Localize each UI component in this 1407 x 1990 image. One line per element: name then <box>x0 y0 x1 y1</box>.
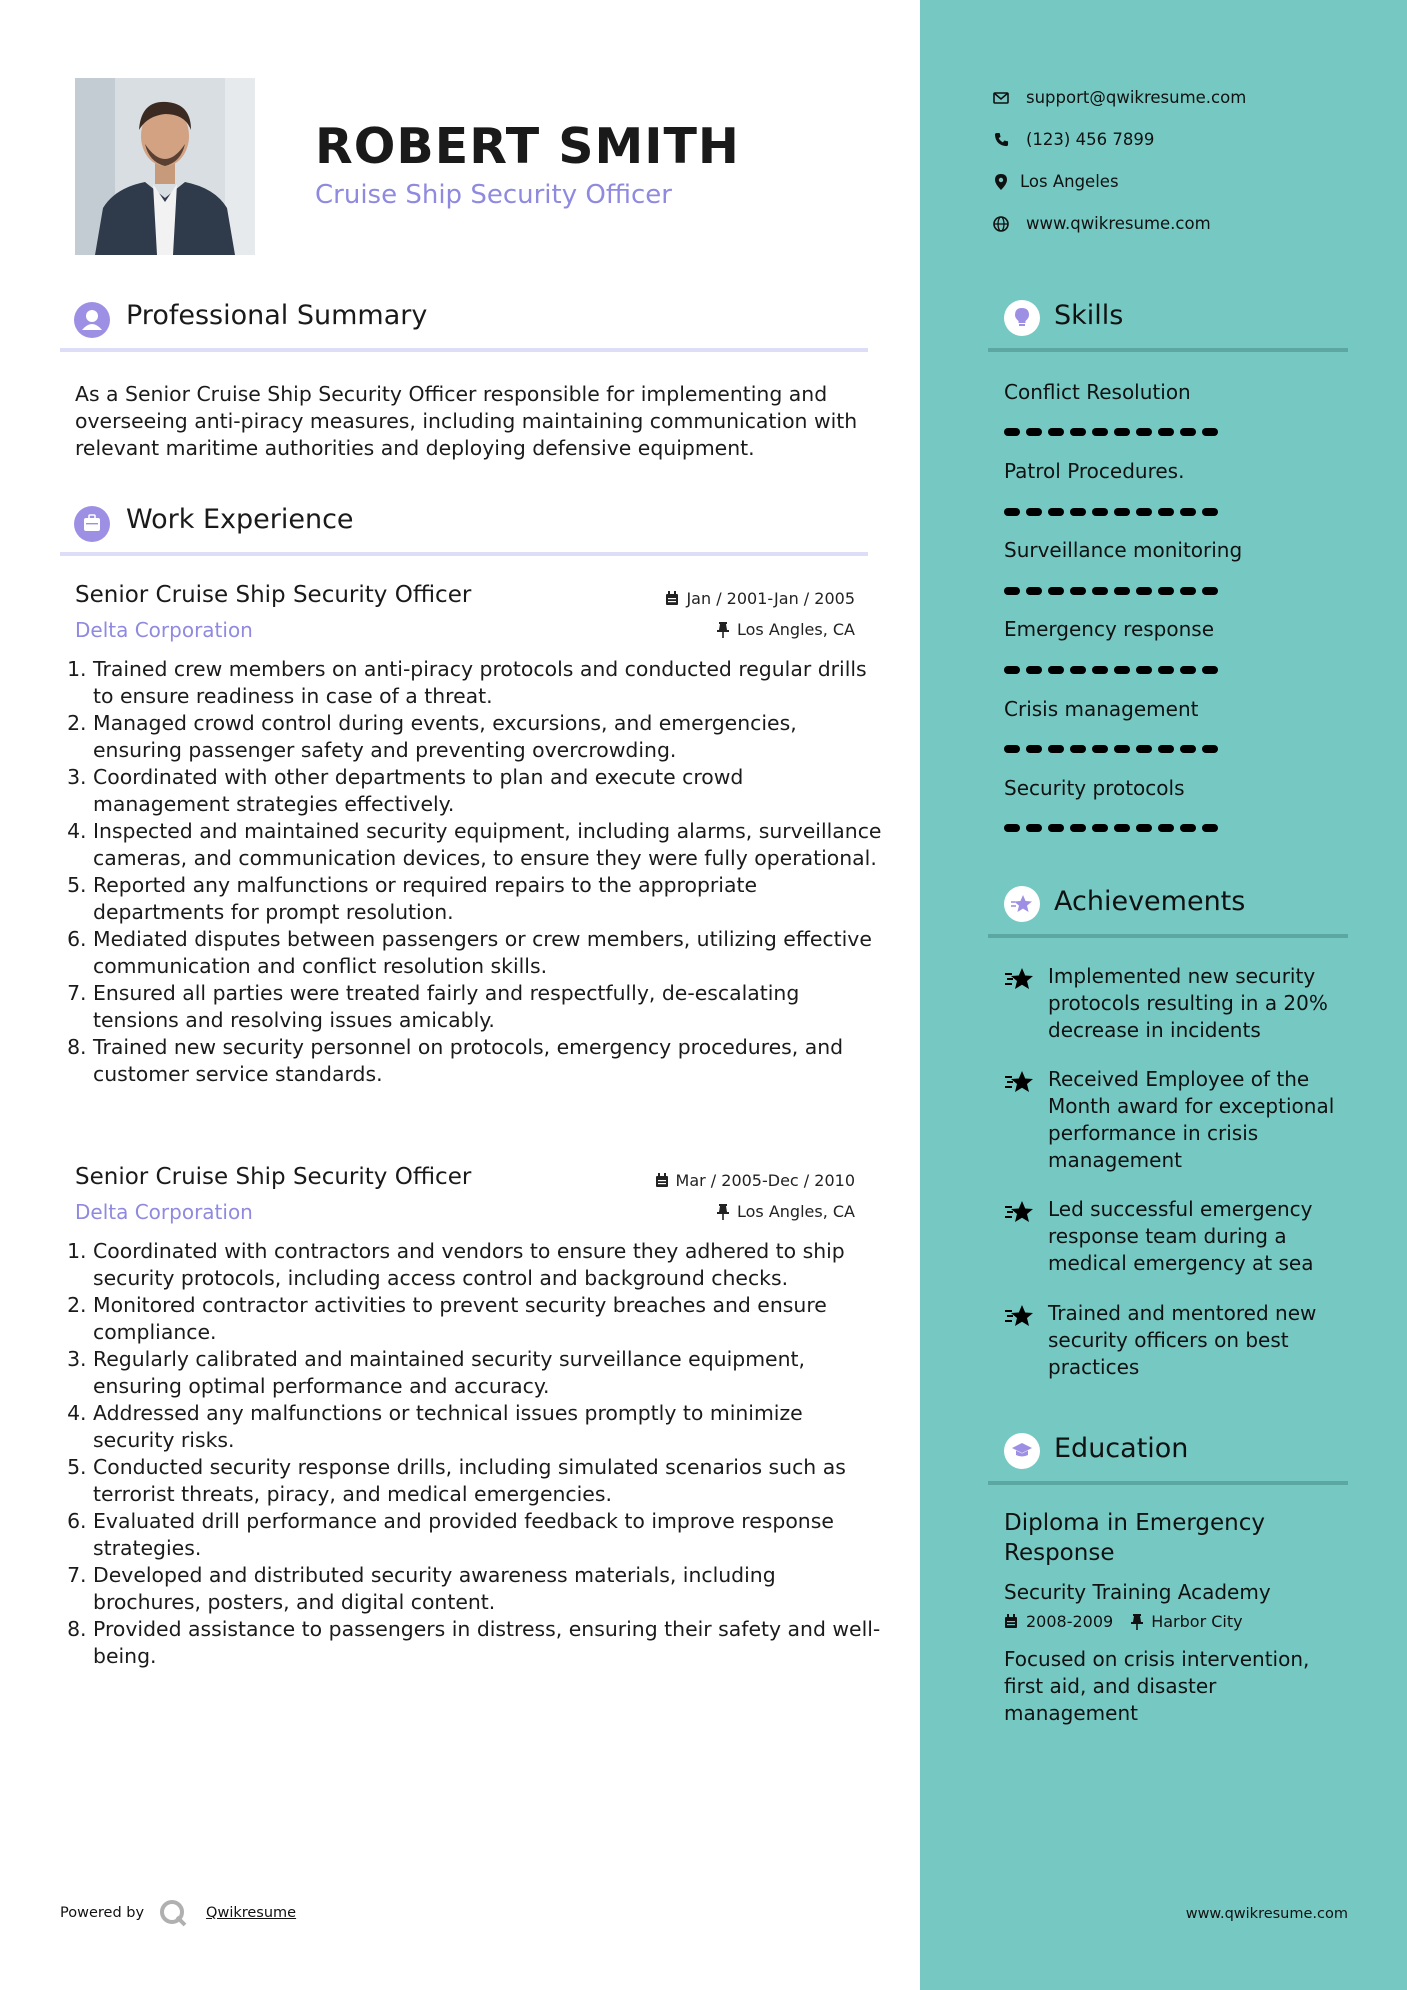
rating-dot <box>1092 428 1108 436</box>
education-school: Security Training Academy <box>1004 1580 1271 1604</box>
profile-photo <box>75 78 255 255</box>
rating-dot <box>1114 666 1130 674</box>
job-company: Delta Corporation <box>75 1200 253 1224</box>
summary-section-header <box>60 300 868 344</box>
rating-dot <box>1004 428 1020 436</box>
skill-name: Crisis management <box>1004 697 1199 721</box>
pin-icon <box>1131 1614 1143 1630</box>
rating-dot <box>1158 587 1174 595</box>
rating-dot <box>1004 508 1020 516</box>
education-heading: Education <box>1054 1433 1189 1464</box>
skill-name: Patrol Procedures. <box>1004 459 1185 483</box>
list-item: 6. Mediated disputes between passengers or crew members, utilizing effective communication and conflict resolution skills. <box>93 926 883 980</box>
graduation-cap-icon <box>1004 1433 1040 1469</box>
divider <box>988 934 1348 938</box>
list-item: 8. Provided assistance to passengers in distress, ensuring their safety and well-being. <box>93 1616 883 1670</box>
rating-dot <box>1202 587 1218 595</box>
rating-dot <box>1048 824 1064 832</box>
rating-dot <box>1026 666 1042 674</box>
rating-dot <box>1048 587 1064 595</box>
rating-dot <box>1158 428 1174 436</box>
star-icon <box>1004 886 1040 922</box>
divider <box>988 348 1348 352</box>
star-icon <box>1004 1198 1036 1226</box>
rating-dot <box>1070 508 1086 516</box>
user-icon <box>74 302 110 338</box>
contact-phone-text[interactable]: (123) 456 7899 <box>1026 130 1155 149</box>
job-date-text: Mar / 2005-Dec / 2010 <box>675 1171 855 1190</box>
rating-dot <box>1114 745 1130 753</box>
rating-dot <box>1114 587 1130 595</box>
summary-heading: Professional Summary <box>126 300 428 331</box>
calendar-icon <box>665 591 679 606</box>
powered-by <box>60 1898 296 1928</box>
job-role: Senior Cruise Ship Security Officer <box>75 582 472 608</box>
envelope-icon <box>993 92 1009 104</box>
rating-dot <box>1158 745 1174 753</box>
list-item: 3. Coordinated with other departments to plan and execute crowd management strategies effectively. <box>93 764 883 818</box>
pin-icon <box>717 622 729 638</box>
contact-website[interactable] <box>990 214 1211 233</box>
education-location: Harbor City <box>1151 1612 1243 1631</box>
job-date <box>665 589 855 608</box>
education-years: 2008-2009 <box>1026 1612 1114 1631</box>
list-item: 8. Trained new security personnel on protocols, emergency procedures, and customer service standards. <box>93 1034 883 1088</box>
rating-dot <box>1136 745 1152 753</box>
phone-icon <box>994 132 1009 147</box>
briefcase-icon <box>74 506 110 542</box>
contact-email-text[interactable]: support@qwikresume.com <box>1026 88 1247 107</box>
skills-section-header <box>988 300 1348 344</box>
list-item: 4. Addressed any malfunctions or technical issues promptly to minimize security risks. <box>93 1400 883 1454</box>
divider <box>988 1481 1348 1485</box>
contact-website-text[interactable]: www.qwikresume.com <box>1026 214 1211 233</box>
rating-dot <box>1202 428 1218 436</box>
skill-rating <box>1004 745 1218 753</box>
rating-dot <box>1202 824 1218 832</box>
rating-dot <box>1004 587 1020 595</box>
skill-name: Emergency response <box>1004 617 1214 641</box>
rating-dot <box>1092 587 1108 595</box>
job-duties-list <box>75 1238 883 1670</box>
rating-dot <box>1026 508 1042 516</box>
pin-icon <box>717 1204 729 1220</box>
work-heading: Work Experience <box>126 504 354 535</box>
rating-dot <box>1092 745 1108 753</box>
divider <box>60 348 868 352</box>
job-location-text: Los Angles, CA <box>737 620 855 639</box>
job-company: Delta Corporation <box>75 618 253 642</box>
list-item: 1. Trained crew members on anti-piracy protocols and conducted regular drills to ensure readiness in case of a threat. <box>93 656 883 710</box>
contact-location <box>990 172 1119 191</box>
rating-dot <box>1202 508 1218 516</box>
rating-dot <box>1026 587 1042 595</box>
list-item: 3. Regularly calibrated and maintained security surveillance equipment, ensuring optimal performance and accuracy. <box>93 1346 883 1400</box>
globe-icon <box>993 216 1009 232</box>
rating-dot <box>1026 824 1042 832</box>
job-date <box>655 1171 855 1190</box>
contact-phone[interactable] <box>990 130 1154 149</box>
rating-dot <box>1092 824 1108 832</box>
rating-dot <box>1202 666 1218 674</box>
rating-dot <box>1092 666 1108 674</box>
job-location-text: Los Angles, CA <box>737 1202 855 1221</box>
rating-dot <box>1070 587 1086 595</box>
achievement-text: Trained and mentored new security officers on best practices <box>1048 1301 1317 1379</box>
candidate-title: Cruise Ship Security Officer <box>315 180 672 210</box>
rating-dot <box>1048 508 1064 516</box>
education-description: Focused on crisis intervention, first aid, and disaster management <box>1004 1647 1310 1725</box>
list-item: 5. Conducted security response drills, including simulated scenarios such as terrorist threats, piracy, and medical emergencies. <box>93 1454 883 1508</box>
rating-dot <box>1114 508 1130 516</box>
rating-dot <box>1136 428 1152 436</box>
skill-name: Conflict Resolution <box>1004 380 1191 404</box>
skill-rating <box>1004 587 1218 595</box>
list-item: 5. Reported any malfunctions or required repairs to the appropriate departments for prompt resolution. <box>93 872 883 926</box>
skill-rating <box>1004 428 1218 436</box>
rating-dot <box>1070 824 1086 832</box>
job-date-text: Jan / 2001-Jan / 2005 <box>686 589 855 608</box>
footer-website[interactable]: www.qwikresume.com <box>1185 1906 1348 1922</box>
rating-dot <box>1048 428 1064 436</box>
star-icon <box>1004 965 1036 993</box>
achievement-text: Implemented new security protocols resulting in a 20% decrease in incidents <box>1048 964 1328 1042</box>
skill-name: Surveillance monitoring <box>1004 538 1243 562</box>
star-icon <box>1004 1068 1036 1096</box>
job-location <box>717 1202 855 1221</box>
divider <box>60 552 868 556</box>
qwikresume-logo-icon <box>158 1898 188 1928</box>
rating-dot <box>1136 824 1152 832</box>
rating-dot <box>1026 428 1042 436</box>
skill-rating <box>1004 824 1218 832</box>
rating-dot <box>1114 428 1130 436</box>
list-item: 6. Evaluated drill performance and provided feedback to improve response strategies. <box>93 1508 883 1562</box>
education-degree: Diploma in Emergency Response <box>1004 1510 1265 1566</box>
rating-dot <box>1180 745 1196 753</box>
achievements-heading: Achievements <box>1054 886 1246 917</box>
list-item: 2. Managed crowd control during events, excursions, and emergencies, ensuring passenger safety and preventing overcrowding. <box>93 710 883 764</box>
summary-text: As a Senior Cruise Ship Security Officer responsible for implementing and overseeing anti-piracy measures, including maintaining communication with relevant maritime authorities and deploying defensive equipment. <box>75 382 858 460</box>
rating-dot <box>1004 666 1020 674</box>
rating-dot <box>1180 428 1196 436</box>
rating-dot <box>1004 824 1020 832</box>
rating-dot <box>1180 824 1196 832</box>
skill-rating <box>1004 666 1218 674</box>
rating-dot <box>1158 666 1174 674</box>
contact-email[interactable] <box>990 88 1246 107</box>
rating-dot <box>1092 508 1108 516</box>
calendar-icon <box>655 1173 669 1188</box>
achievements-section-header <box>988 886 1348 930</box>
rating-dot <box>1202 745 1218 753</box>
skill-name: Security protocols <box>1004 776 1185 800</box>
rating-dot <box>1136 587 1152 595</box>
rating-dot <box>1114 824 1130 832</box>
achievement-text: Led successful emergency response team during a medical emergency at sea <box>1048 1197 1314 1275</box>
rating-dot <box>1158 508 1174 516</box>
powered-by-label: Powered by <box>60 1905 145 1921</box>
rating-dot <box>1180 508 1196 516</box>
rating-dot <box>1136 666 1152 674</box>
education-section-header <box>988 1433 1348 1477</box>
contact-location-text: Los Angeles <box>1020 172 1119 191</box>
rating-dot <box>1070 666 1086 674</box>
job-role: Senior Cruise Ship Security Officer <box>75 1164 472 1190</box>
list-item: 7. Ensured all parties were treated fairly and respectfully, de-escalating tensions and resolving issues amicably. <box>93 980 883 1034</box>
list-item: 4. Inspected and maintained security equipment, including alarms, surveillance cameras, and communication devices, to ensure they were fully operational. <box>93 818 883 872</box>
achievement-text: Received Employee of the Month award for exceptional performance in crisis management <box>1048 1067 1335 1172</box>
rating-dot <box>1048 745 1064 753</box>
rating-dot <box>1180 666 1196 674</box>
map-marker-icon <box>995 174 1007 190</box>
brand-link[interactable]: Qwikresume <box>206 1905 297 1921</box>
education-meta <box>1004 1612 1243 1631</box>
rating-dot <box>1070 745 1086 753</box>
work-section-header <box>60 504 868 548</box>
candidate-name: ROBERT SMITH <box>315 118 740 175</box>
skill-rating <box>1004 508 1218 516</box>
rating-dot <box>1158 824 1174 832</box>
rating-dot <box>1004 745 1020 753</box>
job-location <box>717 620 855 639</box>
rating-dot <box>1180 587 1196 595</box>
list-item: 1. Coordinated with contractors and vendors to ensure they adhered to ship security protocols, including access control and background checks. <box>93 1238 883 1292</box>
rating-dot <box>1070 428 1086 436</box>
job-duties-list <box>75 656 883 1088</box>
rating-dot <box>1026 745 1042 753</box>
list-item: 2. Monitored contractor activities to prevent security breaches and ensure compliance. <box>93 1292 883 1346</box>
calendar-icon <box>1004 1614 1018 1629</box>
list-item: 7. Developed and distributed security awareness materials, including brochures, posters, and digital content. <box>93 1562 883 1616</box>
rating-dot <box>1136 508 1152 516</box>
rating-dot <box>1048 666 1064 674</box>
star-icon <box>1004 1302 1036 1330</box>
skills-heading: Skills <box>1054 300 1124 331</box>
lightbulb-icon <box>1004 300 1040 336</box>
